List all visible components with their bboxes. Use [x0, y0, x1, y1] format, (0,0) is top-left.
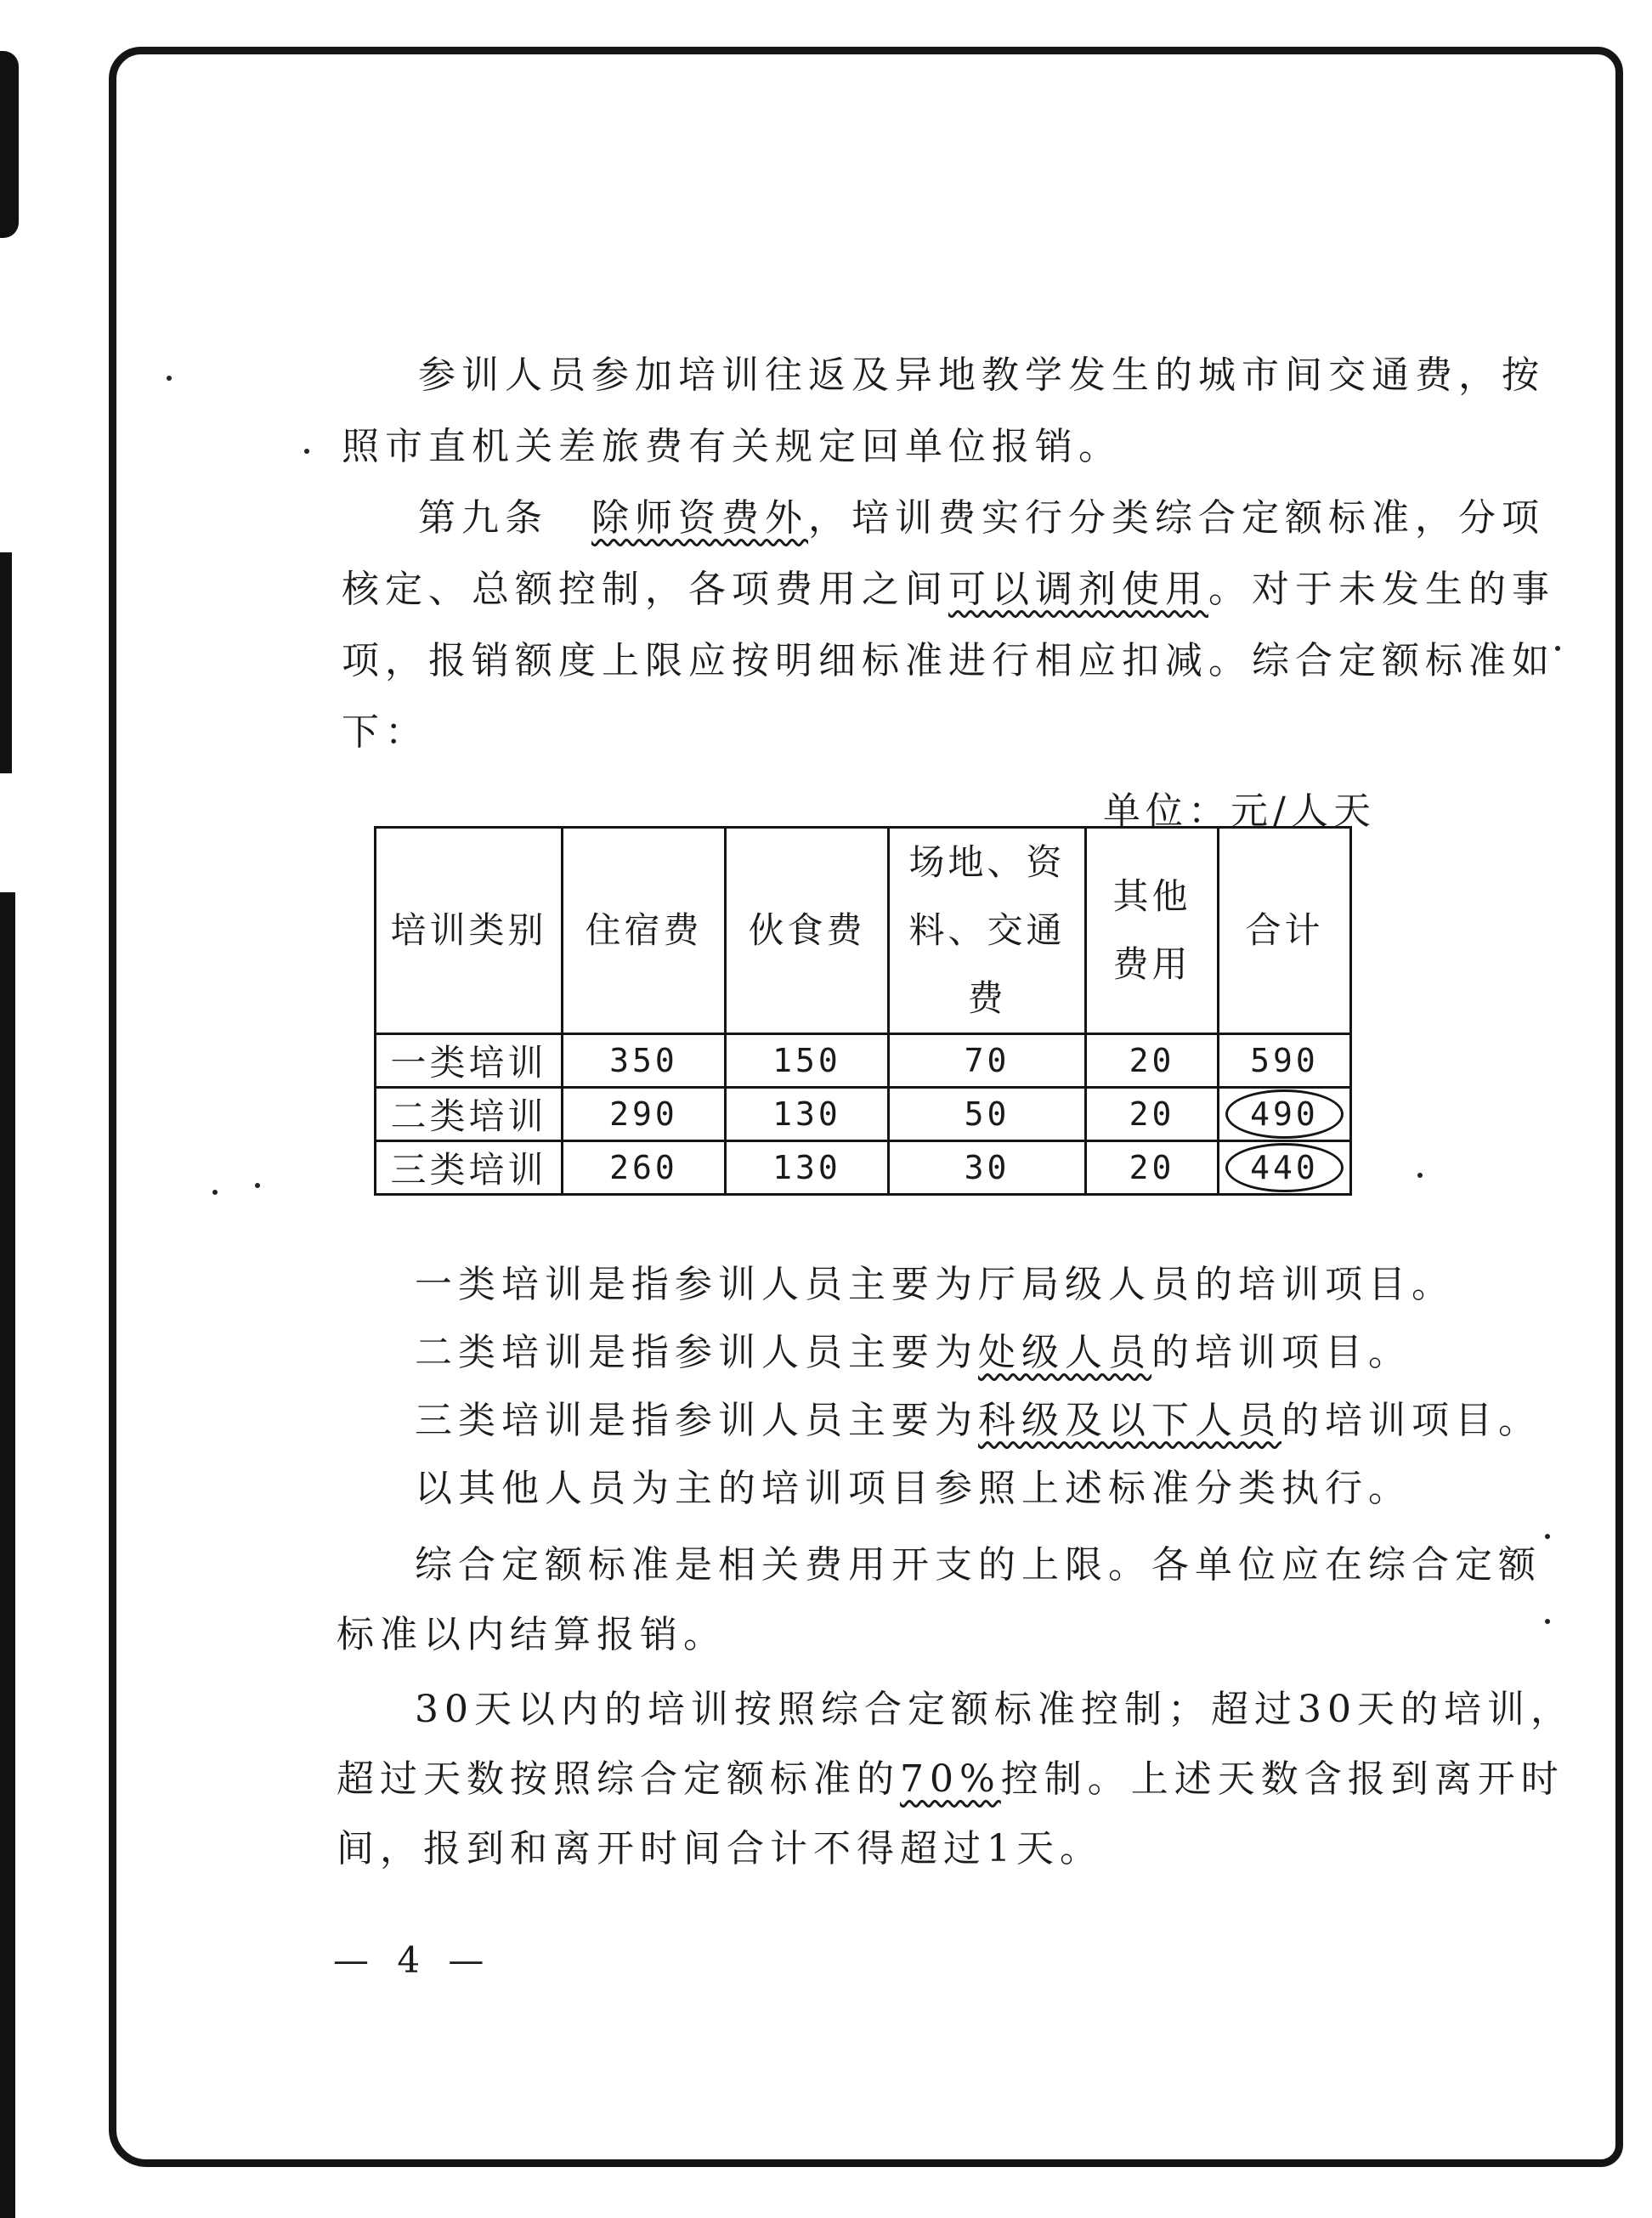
header-other-l2: 费用	[1112, 943, 1191, 985]
binding-mark-low	[0, 892, 15, 2218]
scan-speck	[167, 376, 172, 381]
header-other-l1: 其他	[1112, 875, 1191, 917]
highlight-section-level: 科级及以下人员	[978, 1399, 1281, 1442]
header-venue-l2: 料、交通费	[908, 909, 1066, 1019]
note-days-line2	[337, 1744, 1564, 1815]
unit-label: 单位：元/人天	[1103, 789, 1376, 833]
article-9-text: ，培训费实行分类综合定额标准，分项	[808, 496, 1545, 540]
note-days-2a: 超过天数按照综合定额标准的	[337, 1757, 900, 1801]
header-meals: 伙食费	[726, 828, 889, 1034]
scan-speck	[1545, 1619, 1550, 1624]
cell-lodging: 350	[563, 1034, 726, 1088]
cell-total: 590	[1219, 1034, 1351, 1088]
cell-category: 一类培训	[376, 1034, 563, 1088]
cell-venue: 30	[889, 1141, 1086, 1195]
note-days-2c: 控制。上述天数含报到离开时	[1000, 1757, 1564, 1801]
table-row	[376, 1088, 1351, 1141]
cell-lodging: 260	[563, 1141, 726, 1195]
note-class1: 一类培训是指参训人员主要为厅局级人员的培训项目。	[415, 1263, 1455, 1306]
highlight-70-percent: 70%	[900, 1757, 1001, 1801]
article-9-text2c: 。对于未发生的事	[1208, 568, 1555, 611]
cell-category: 二类培训	[376, 1088, 563, 1141]
page-number: — 4 —	[333, 1939, 493, 1981]
header-category: 培训类别	[376, 828, 563, 1034]
header-venue-l1: 场地、资	[908, 841, 1066, 883]
highlight-division-level: 处级人员	[978, 1331, 1151, 1374]
cell-lodging: 290	[563, 1088, 726, 1141]
scan-speck	[212, 1190, 218, 1195]
note-class3	[415, 1385, 1542, 1457]
note-class2-a: 二类培训是指参训人员主要为	[415, 1331, 978, 1374]
article-9-line1	[418, 483, 1545, 554]
cell-total	[1219, 1088, 1351, 1141]
cell-meals: 130	[726, 1088, 889, 1141]
cell-venue: 50	[889, 1088, 1086, 1141]
article-9-text2a: 核定、总额控制，各项费用之间	[342, 568, 948, 611]
header-other	[1086, 828, 1219, 1034]
cell-other: 20	[1086, 1088, 1219, 1141]
header-total: 合计	[1219, 828, 1351, 1034]
cell-venue: 70	[889, 1034, 1086, 1088]
table-header-row	[376, 828, 1351, 1034]
cell-meals: 150	[726, 1034, 889, 1088]
p1-line2: 照市直机关差旅费有关规定回单位报销。	[342, 425, 1122, 468]
scan-speck	[1555, 646, 1560, 651]
table-row	[376, 1034, 1351, 1088]
note-class3-c: 的培训项目。	[1281, 1399, 1542, 1442]
scan-speck	[1545, 1534, 1550, 1539]
circled-total: 490	[1225, 1089, 1344, 1139]
note-days-line3: 间，报到和离开时间合计不得超过1天。	[337, 1827, 1103, 1870]
fee-standard-table	[374, 826, 1352, 1196]
highlight-teacher-fee: 除师资费外	[591, 496, 808, 540]
binding-mark-top	[0, 51, 19, 238]
cell-other: 20	[1086, 1034, 1219, 1088]
scan-speck	[1417, 1173, 1423, 1178]
note-class3-a: 三类培训是指参训人员主要为	[415, 1399, 978, 1442]
article-9-line3: 项，报销额度上限应按明细标准进行相应扣减。综合定额标准如	[342, 639, 1555, 682]
binding-mark-mid	[0, 552, 12, 773]
circled-total: 440	[1225, 1143, 1344, 1192]
header-lodging: 住宿费	[563, 828, 726, 1034]
highlight-adjustable: 可以调剂使用	[948, 568, 1208, 611]
note-class2	[415, 1317, 1412, 1389]
cell-category: 三类培训	[376, 1141, 563, 1195]
table-row	[376, 1141, 1351, 1195]
article-9-line4: 下：	[342, 710, 428, 754]
note-class2-c: 的培训项目。	[1151, 1331, 1412, 1374]
note-days-line1: 30天以内的培训按照综合定额标准控制；超过30天的培训，	[415, 1688, 1574, 1731]
cell-meals: 130	[726, 1141, 889, 1195]
header-venue	[889, 828, 1086, 1034]
note-limit-line2: 标准以内结算报销。	[337, 1613, 727, 1656]
scan-speck	[255, 1183, 260, 1188]
scan-speck	[304, 449, 309, 454]
p1-line1: 参训人员参加培训往返及异地教学发生的城市间交通费，按	[418, 354, 1545, 397]
cell-other: 20	[1086, 1141, 1219, 1195]
note-limit-line1: 综合定额标准是相关费用开支的上限。各单位应在综合定额	[415, 1543, 1542, 1587]
note-others: 以其他人员为主的培训项目参照上述标准分类执行。	[415, 1467, 1412, 1510]
cell-total	[1219, 1141, 1351, 1195]
article-number: 第九条	[418, 496, 591, 540]
article-9-line2	[342, 554, 1555, 625]
